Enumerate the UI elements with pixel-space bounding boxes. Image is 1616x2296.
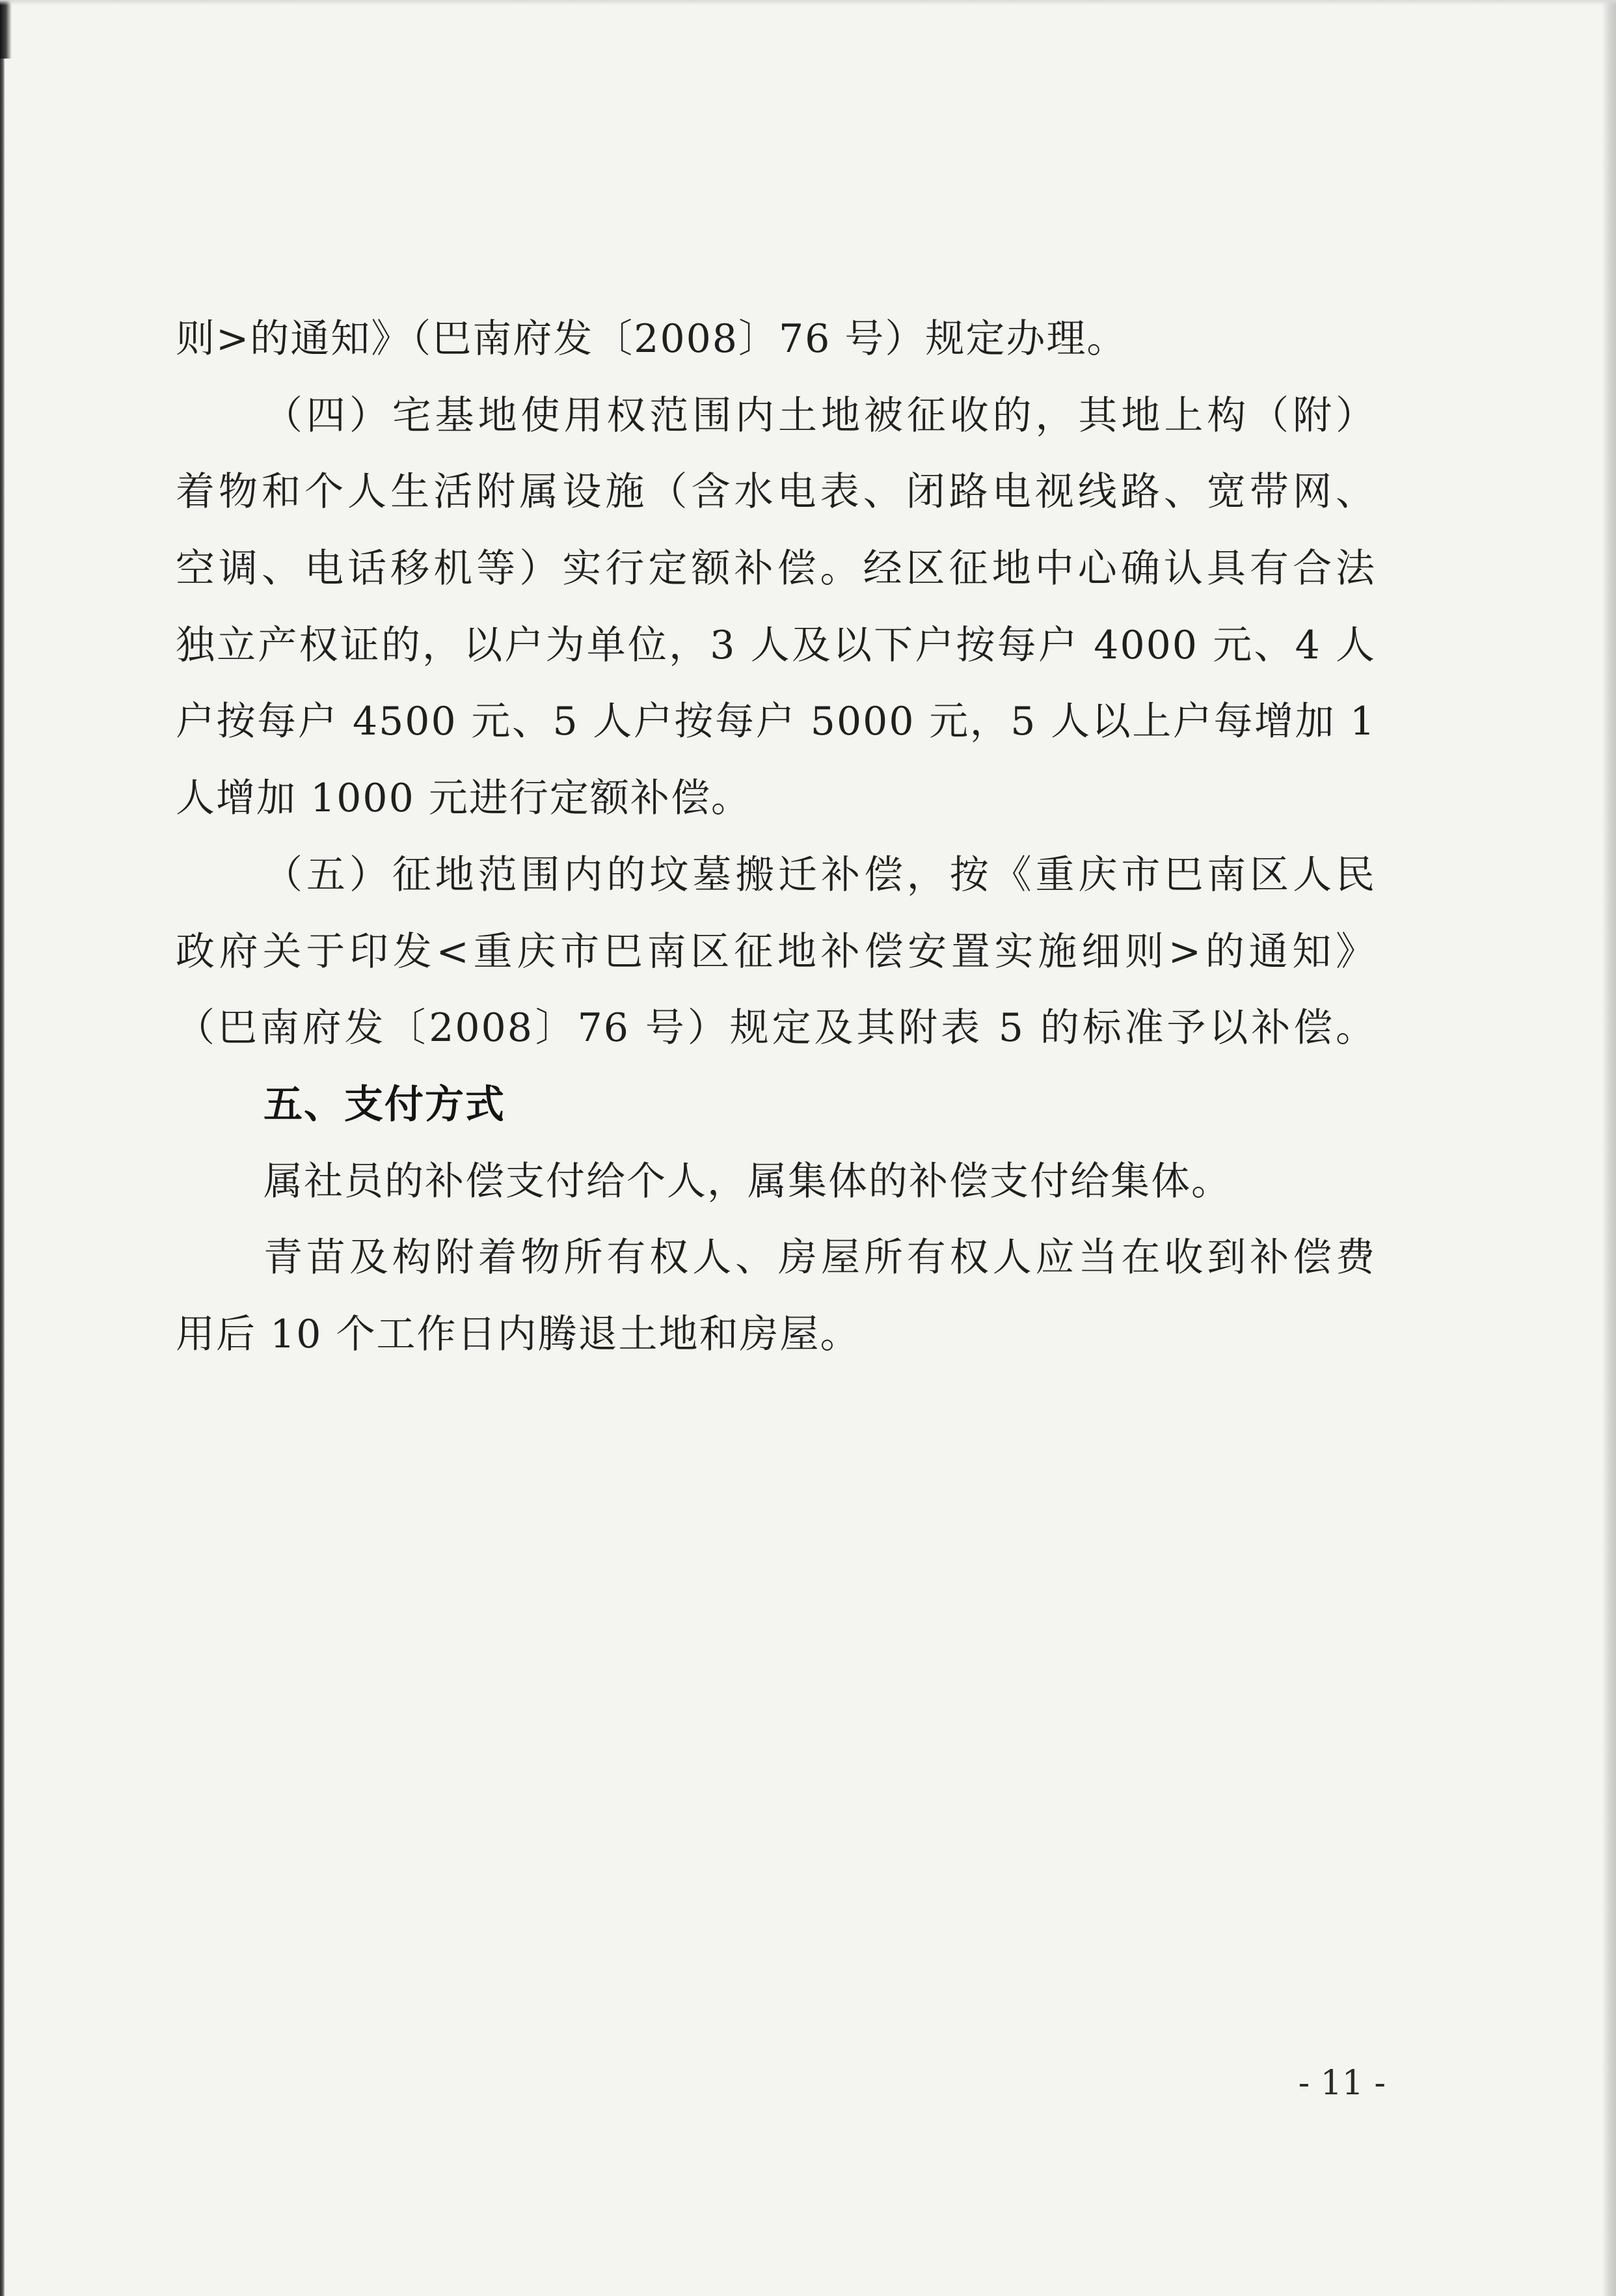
text-line: 用后 10 个工作日内腾退土地和房屋。: [176, 1311, 861, 1357]
text-line: 空调、电话移机等）实行定额补偿。经区征地中心确认具有合法: [176, 546, 1376, 592]
scan-edge-top: [0, 0, 1616, 5]
text-line: 户按每户 4500 元、5 人户按每户 5000 元，5 人以上户每增加 1: [176, 699, 1376, 745]
text-line: （巴南府发〔2008〕76 号）规定及其附表 5 的标准予以补偿。: [176, 1005, 1376, 1051]
text-line: 青苗及构附着物所有权人、房屋所有权人应当在收到补偿费: [263, 1235, 1376, 1281]
paragraph-item-5: [176, 837, 1376, 1067]
paragraph-continuation: [176, 301, 1376, 378]
page-number: - 11 -: [1298, 2064, 1386, 2103]
scan-edge-left: [0, 0, 5, 2296]
paragraph-payment-recipients: [176, 1144, 1376, 1221]
text-line: 则>的通知》（巴南府发〔2008〕76 号）规定办理。: [176, 316, 1127, 362]
section-heading-payment: 五、支付方式: [263, 1081, 505, 1128]
text-line: 政府关于印发<重庆市巴南区征地补偿安置实施细则>的通知》: [176, 928, 1376, 975]
text-line: （四）宅基地使用权范围内土地被征收的，其地上构（附）: [263, 392, 1376, 439]
document-body: [176, 301, 1376, 1373]
text-line: 独立产权证的，以户为单位，3 人及以下户按每户 4000 元、4 人: [176, 622, 1376, 668]
text-line: 属社员的补偿支付给个人，属集体的补偿支付给集体。: [263, 1158, 1232, 1204]
scan-corner-shadow: [0, 0, 12, 59]
text-line: 人增加 1000 元进行定额补偿。: [176, 776, 751, 822]
text-line: （五）征地范围内的坟墓搬迁补偿，按《重庆市巴南区人民: [263, 852, 1376, 898]
scan-edge-right: [1602, 0, 1616, 2296]
paragraph-item-4: [176, 378, 1376, 837]
text-line: 着物和个人生活附属设施（含水电表、闭路电视线路、宽带网、: [176, 469, 1376, 515]
paragraph-vacate-deadline: [176, 1220, 1376, 1373]
